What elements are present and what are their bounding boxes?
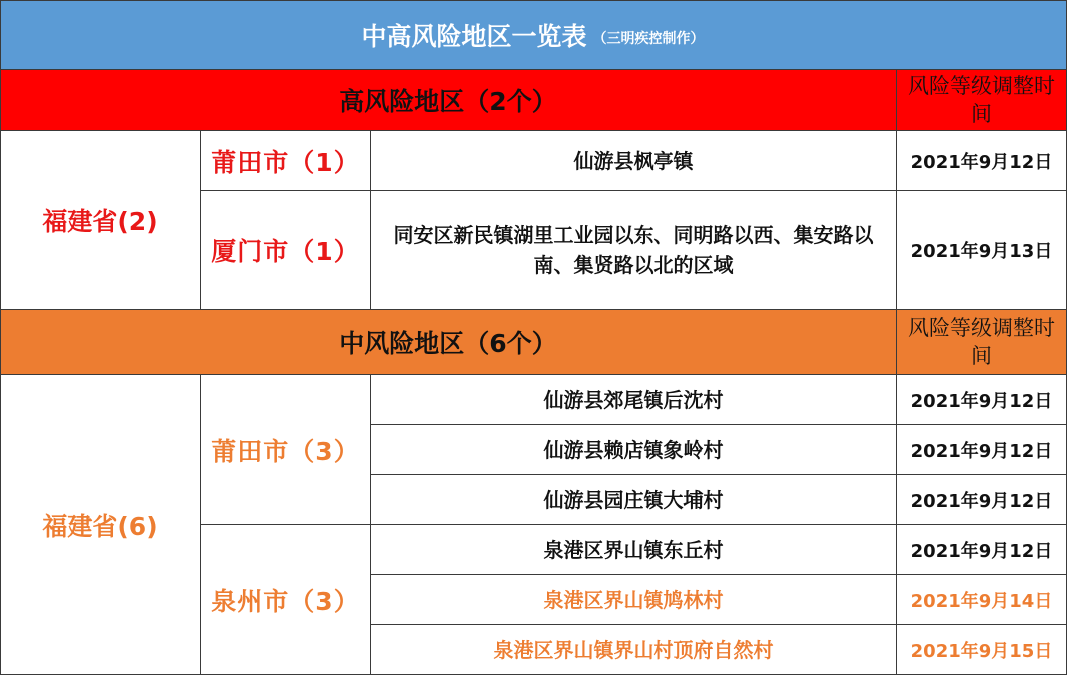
high-risk-city-xiamen: 厦门市（1） (201, 191, 371, 310)
mid-risk-date: 2021年9月12日 (897, 525, 1067, 575)
mid-risk-city-putian: 莆田市（3） (201, 375, 371, 525)
table-title (0, 0, 1067, 70)
mid-risk-date-header: 风险等级调整时间 (897, 310, 1067, 375)
high-risk-date: 2021年9月12日 (897, 131, 1067, 191)
mid-risk-header: 中风险地区（6个） (0, 310, 897, 375)
mid-risk-date: 2021年9月12日 (897, 475, 1067, 525)
high-risk-date-header: 风险等级调整时间 (897, 70, 1067, 131)
high-risk-date: 2021年9月13日 (897, 191, 1067, 310)
high-risk-header: 高风险地区（2个） (0, 70, 897, 131)
table-title-source: （三明疾控制作） (592, 30, 705, 47)
mid-risk-city-quanzhou: 泉州市（3） (201, 525, 371, 675)
high-risk-province: 福建省(2) (0, 131, 201, 310)
mid-risk-date-new: 2021年9月14日 (897, 575, 1067, 625)
mid-risk-province: 福建省(6) (0, 375, 201, 675)
mid-risk-date: 2021年9月12日 (897, 375, 1067, 425)
mid-risk-area: 仙游县园庄镇大埔村 (371, 475, 897, 525)
mid-risk-area: 泉港区界山镇东丘村 (371, 525, 897, 575)
mid-risk-date: 2021年9月12日 (897, 425, 1067, 475)
table-title-main: 中高风险地区一览表 (361, 21, 587, 51)
mid-risk-area-new: 泉港区界山镇鸠林村 (371, 575, 897, 625)
mid-risk-area: 仙游县郊尾镇后沈村 (371, 375, 897, 425)
mid-risk-date-new: 2021年9月15日 (897, 625, 1067, 675)
high-risk-city-putian: 莆田市（1） (201, 131, 371, 191)
high-risk-area: 仙游县枫亭镇 (371, 131, 897, 191)
mid-risk-area-new: 泉港区界山镇界山村顶府自然村 (371, 625, 897, 675)
high-risk-area: 同安区新民镇湖里工业园以东、同明路以西、集安路以南、集贤路以北的区域 (371, 191, 897, 310)
mid-risk-area: 仙游县赖店镇象岭村 (371, 425, 897, 475)
